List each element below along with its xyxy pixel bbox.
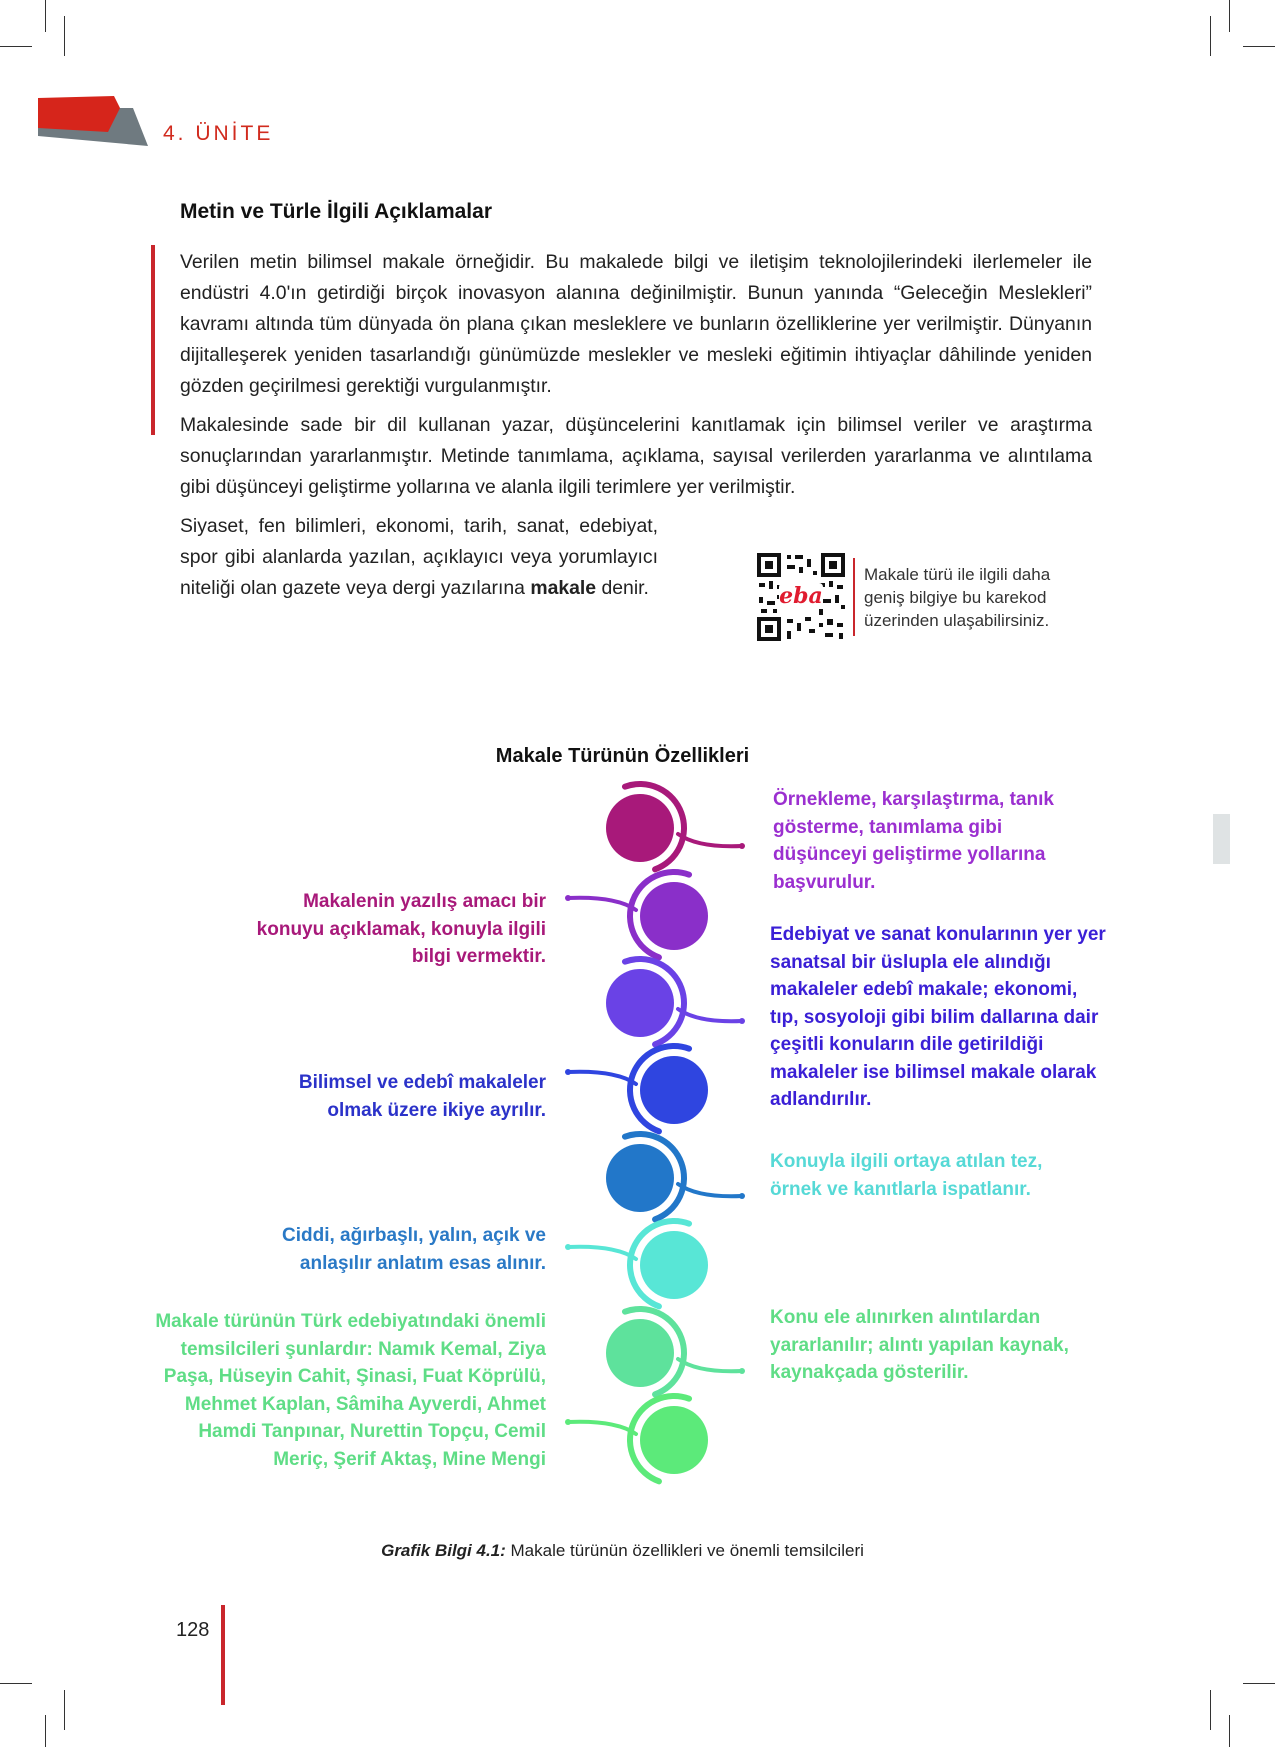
chain-circle-3 (606, 969, 674, 1037)
page-number-bar (221, 1605, 225, 1705)
pointer-line-5 (678, 1184, 742, 1196)
pointer-dot-1 (739, 843, 745, 849)
definition-paragraph (180, 511, 658, 604)
qr-caption: Makale türü ile ilgili daha geniş bilgiye bu karekod üzerinden ulaşabilirsiniz. (864, 565, 1051, 630)
chain-circle-6 (640, 1231, 708, 1299)
svg-text:eba: eba (779, 583, 823, 609)
feature-right-4: Konu ele alınırken alıntılardan yararlanılır; alıntı yapılan kaynak, kaynakçada gösterilir. (770, 1307, 1069, 1383)
pointer-line-7 (678, 1359, 742, 1371)
definition-text-before: Siyaset, fen bilimleri, ekonomi, tarih, sanat, edebiyat, spor gibi alanlarda yazılan, açıklayıcı veya yorumlayıcı niteliği olan gazete veya dergi yazılarına (180, 515, 658, 599)
pointer-line-3 (678, 1009, 742, 1021)
red-margin-bar (151, 245, 155, 435)
figure-caption-text: Makale türünün özellikleri ve önemli temsilcileri (505, 1541, 864, 1560)
section-title: Metin ve Türle İlgili Açıklamalar (180, 200, 492, 223)
unit-ribbon-graphic (38, 96, 150, 154)
feature-right-1: Örnekleme, karşılaştırma, tanık gösterme, tanımlama gibi düşünceyi geliştirme yollarına başvurulur. (773, 789, 1054, 893)
pointer-dot-5 (739, 1193, 745, 1199)
chain-circle-8 (640, 1406, 708, 1474)
pointer-line-2 (568, 898, 636, 910)
paragraph-1: Verilen metin bilimsel makale örneğidir. Bu makalede bilgi ve iletişim teknolojilerindeki ilerlemeler ile endüstri 4.0'ın getirdiği birçok inovasyon alanına değinilmiştir. Bunun yanında “Geleceğin Meslekleri” kavramı altında tüm dünyada ön plana çıkan mesleklere ve bunların özelliklerine yer verilmiştir. Dünyanın dijitalleşerek yeniden tasarlandığı günümüzde meslekler ve mesleki eğitimin ihtiyaçlar dâhilinde yeniden gözden geçirilmesi gerektiği vurgulanmıştır. (180, 251, 1092, 397)
feature-left-2: Bilimsel ve edebî makaleler olmak üzere ikiye ayrılır. (298, 1072, 546, 1121)
feature-left-1: Makalenin yazılış amacı bir konuyu açıklamak, konuyla ilgili bilgi vermektir. (256, 891, 546, 967)
page-number: 128 (176, 1619, 210, 1641)
pointer-line-1 (678, 834, 742, 846)
feature-right-3: Konuyla ilgili ortaya atılan tez, örnek ve kanıtlarla ispatlanır. (770, 1151, 1043, 1200)
pointer-dot-6 (565, 1244, 571, 1250)
paragraph-2: Makalesinde sade bir dil kullanan yazar, düşüncelerini kanıtlamak için bilimsel veriler ve araştırma sonuçlarından yararlanmıştır. Metinde tanımlama, açıklama, sayısal verilerden yararlanma ve alıntılama gibi düşünceyi geliştirme yollarına ve alanla ilgili terimlere yer verilmiştir. (180, 414, 1092, 498)
figure-caption-label: Grafik Bilgi 4.1: (381, 1541, 506, 1560)
pointer-line-6 (568, 1247, 636, 1259)
chain-circle-2 (640, 882, 708, 950)
definition-term: makale (530, 577, 597, 599)
infographic-title: Makale Türünün Özellikleri (495, 745, 750, 767)
pointer-dot-3 (739, 1018, 745, 1024)
chain-circle-4 (640, 1056, 708, 1124)
feature-right-2: Edebiyat ve sanat konularının yer yer sanatsal bir üslupla ele alındığı makaleler edebî makale; ekonomi, tıp, sosyoloji gibi bilim dallarına dair çeşitli konuların dile getirildiği makaleler ise bilimsel makale olarak adlandırılır. (770, 924, 1106, 1110)
feature-left-3: Ciddi, ağırbaşlı, yalın, açık ve anlaşılır anlatım esas alınır. (282, 1225, 546, 1274)
pointer-dot-2 (565, 895, 571, 901)
definition-text-after: denir. (596, 577, 649, 599)
chain-circle-5 (606, 1144, 674, 1212)
pointer-dot-7 (739, 1368, 745, 1374)
pointer-dot-8 (565, 1419, 571, 1425)
qr-code-icon[interactable] (757, 553, 845, 641)
figure-caption (0, 1541, 1245, 1561)
pointer-line-4 (568, 1072, 636, 1084)
chain-circle-7 (606, 1319, 674, 1387)
qr-divider (853, 558, 855, 636)
unit-label: 4. ÜNİTE (163, 122, 274, 145)
feature-left-4: Makale türünün Türk edebiyatındaki önemli temsilcileri şunlardır: Namık Kemal, Ziya Paşa, Hüseyin Cahit, Şinasi, Fuat Köprülü, Mehmet Kaplan, Sâmiha Ayverdi, Ahmet Hamdi Tanpınar, Nurettin Topçu, Cemil Meriç, Şerif Aktaş, Mine Mengi (155, 1311, 546, 1470)
pointer-line-8 (568, 1422, 636, 1434)
side-tab (1213, 814, 1230, 864)
chain-circle-1 (606, 794, 674, 862)
pointer-dot-4 (565, 1069, 571, 1075)
